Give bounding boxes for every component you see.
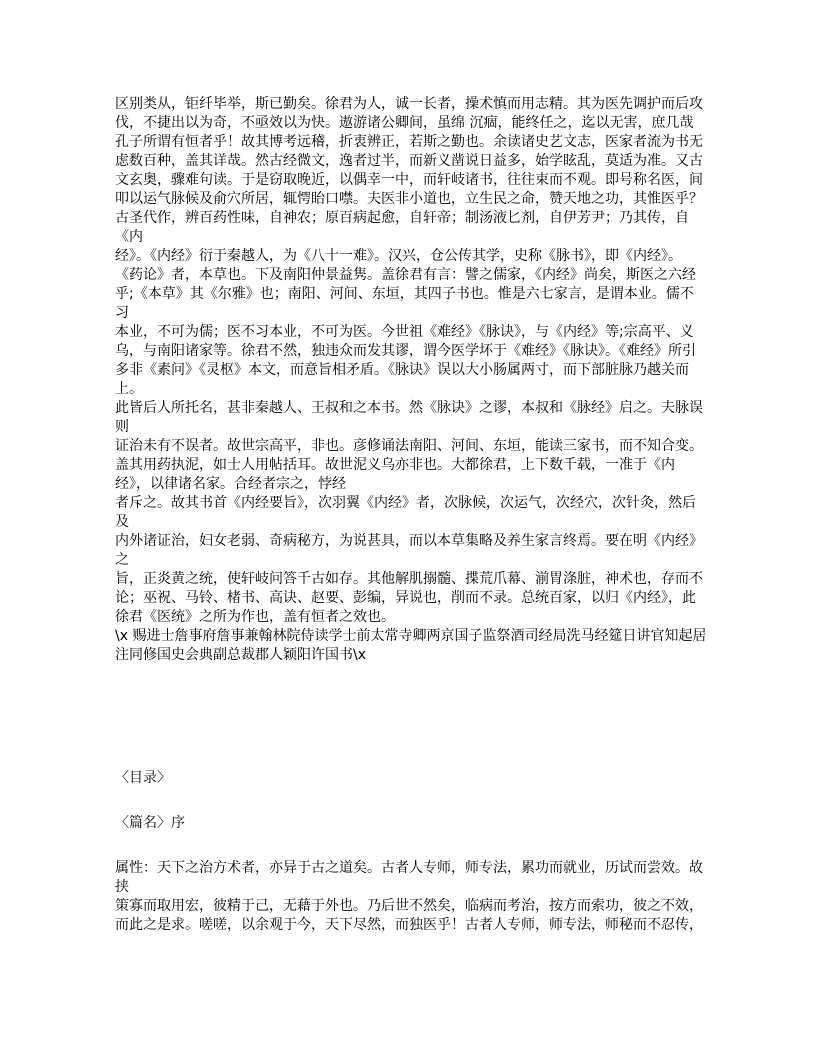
text-line: 此皆后人所托名，甚非秦越人、王叔和之本书。然《脉诀》之谬，本叔和《脉经》启之。夫脉误则 <box>115 400 703 435</box>
toc-marker: 〈目录〉 <box>115 770 171 786</box>
text-line: 孔子所谓有恒者乎！故其博考远稽，折衷辨正，若斯之勤也。余读诸史艺文志，医家者流为书无 <box>115 134 703 150</box>
text-line: 属性：天下之治方术者，亦异于古之道矣。古者人专师，师专法，累功而就业，历试而尝效。故挟 <box>115 860 703 895</box>
text-line: 区别类从，钜纤毕举，斯已勤矣。徐君为人，诚一长者，操术慎而用志精。其为医先调护而后攻 <box>115 96 703 112</box>
text-line: 乎;《本草》其《尔雅》也；南阳、河间、东垣，其四子书也。惟是六七家言，是谓本业。儒不习 <box>115 286 694 321</box>
text-line: 乌，与南阳诸家等。徐君不然，独违众而发其谬，谓今医学坏于《难经》《脉诀》。《难经》所引 <box>115 343 696 359</box>
text-line: 策寡而取用宏，彼精于己，无藉于外也。乃后世不然矣，临病而考治，按方而索功，彼之不效， <box>115 898 703 914</box>
text-line: 内外诸证治，妇女老弱、奇病秘方，为说甚具，而以本草集略及养生家言终焉。要在明《内经》之 <box>115 533 703 568</box>
text-line: 叩以运气脉候及俞穴所居，辄愕眙口噤。夫医非小道也，立生民之命，赞天地之功，其惟医乎？ <box>115 191 703 207</box>
text-line: 伐，不捷出以为奇，不亟效以为快。遨游诸公卿间，虽绵 沉痼，能终任之，迄以无害，庶几哉 <box>115 115 694 131</box>
body-text-block <box>115 859 707 935</box>
text-line: 徐君《医统》之所为作也，盖有恒者之效也。 <box>115 609 395 625</box>
preface-text-block <box>115 95 707 627</box>
text-line: 而此之是求。嗟嗟，以余观于今，天下尽然，而独医乎！古者人专师，师专法，师秘而不忍传， <box>115 917 703 933</box>
section-title-marker: 〈篇名〉序 <box>115 815 185 831</box>
text-line: 经》。《内经》衍于秦越人，为《八十一难》。汉兴，仓公传其学，史称《脉书》，即《内经》。 <box>115 248 682 264</box>
document-content <box>115 95 707 935</box>
text-line: 论；巫祝、马铃、楮书、高诀、赵要、彭编，异说也，削而不录。总统百家，以归《内经》，此 <box>115 590 696 606</box>
text-line: 文玄奥，骤难句读。于是窃取晚近，以偶幸一中，而轩岐诸书，往往束而不观。即号称名医，间 <box>115 172 703 188</box>
text-line: 证治未有不误者。故世宗高平，非也。彦修诵法南阳、河间、东垣，能读三家书，而不知合变。 <box>115 438 703 454</box>
text-line: 多非《素问》《灵枢》本文，而意旨相矛盾。《脉诀》误以大小肠属两寸，而下部脏脉乃越关而上。 <box>115 362 689 397</box>
text-line: 盖其用药执泥，如士人用帖括耳。故世泥义乌亦非也。大都徐君，上下数千载，一准于《内经》，以律诸名家。合经者宗之，悖经 <box>115 457 675 492</box>
text-line: 虑数百种，盖其详哉。然古经微文，逸者过半，而新义凿说日益多，始学眩乱，莫适为准。又古 <box>115 153 703 169</box>
text-line: 本业，不可为儒；医不习本业，不可为医。今世祖《难经》《脉诀》，与《内经》等;宗高平、义 <box>115 324 694 340</box>
text-line: 旨，正炎黄之统，使轩岐问答千古如存。其他解肌搦髓、揲荒爪幕、湔胃涤脏，神术也，存而不 <box>115 571 703 587</box>
text-line: 者斥之。故其书首《内经要旨》，次羽翼《内经》者，次脉候，次运气，次经穴，次针灸，然后及 <box>115 495 696 530</box>
text-line: 《药论》者，本草也。下及南阳仲景益隽。盖徐君有言：譬之儒家，《内经》尚矣，斯医之六经 <box>115 267 696 283</box>
text-line: 古圣代作，辨百药性味，自神农；原百病起愈，自轩帝；制汤液匕剂，自伊芳尹；乃其传，自《内 <box>115 210 689 245</box>
signature-line: \x 赐进士詹事府詹事兼翰林院侍读学士前太常寺卿两京国子监祭酒司经局洗马经筵日讲官知起居注同修国史会典副总裁郡人颖阳许国书\x <box>115 628 707 663</box>
